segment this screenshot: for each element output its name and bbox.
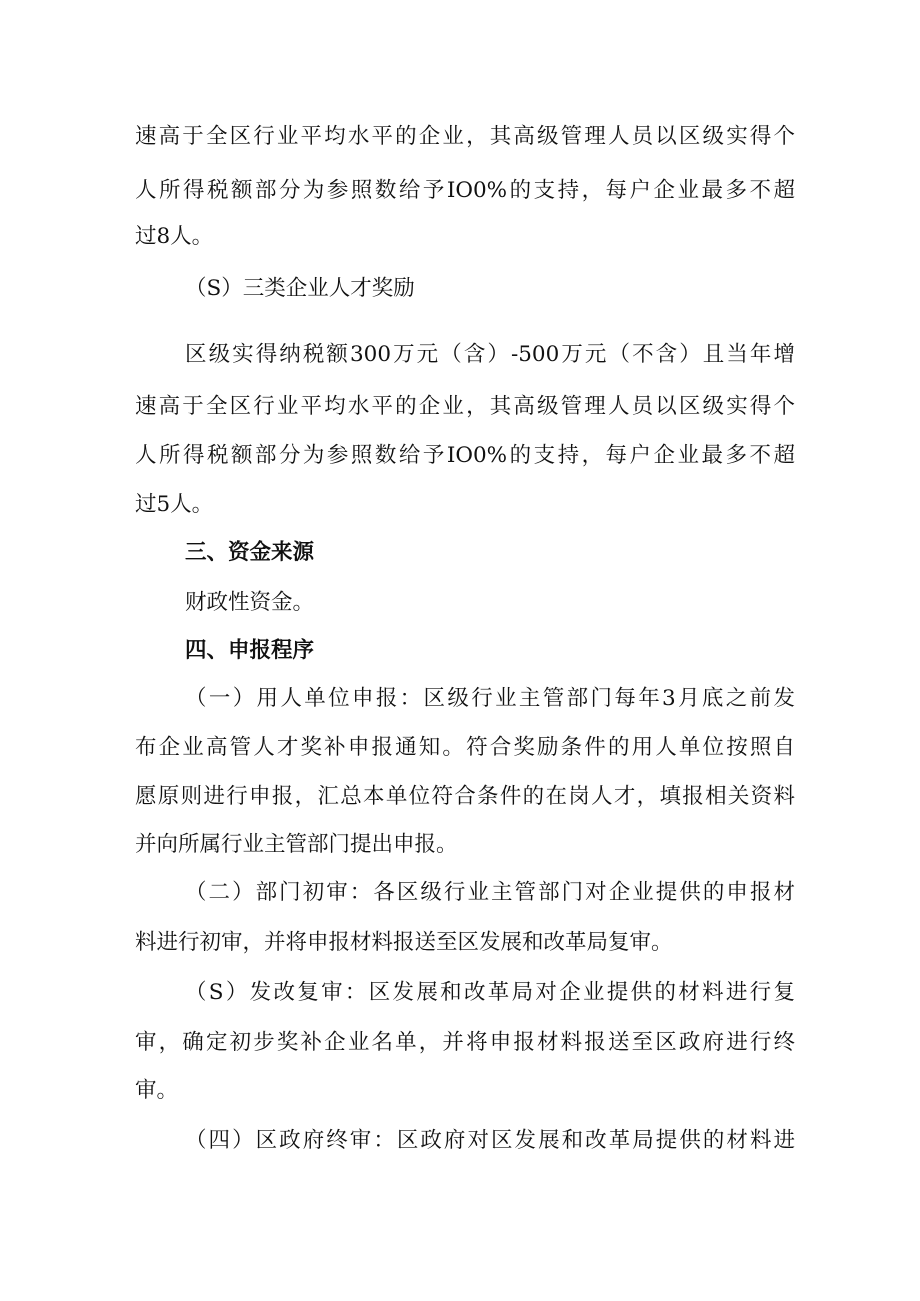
body-text-line: 过8人。	[135, 224, 214, 249]
body-text-line: 速高于全区行业平均水平的企业，其高级管理人员以区级实得个	[135, 124, 795, 149]
body-text-line: 并向所属行业主管部门提出申报。	[135, 832, 458, 857]
body-text-line: 过5人。	[135, 492, 214, 517]
body-text-line: 速高于全区行业平均水平的企业，其高级管理人员以区级实得个	[135, 394, 795, 419]
body-text-line: 审，确定初步奖补企业名单，并将申报材料报送至区政府进行终	[135, 1030, 795, 1055]
body-text-line: 料进行初审，并将申报材料报送至区发展和改革局复审。	[135, 930, 673, 955]
body-text-line: 布企业高管人才奖补申报通知。符合奖励条件的用人单位按照自	[135, 735, 795, 760]
section-heading: 四、申报程序	[185, 638, 315, 663]
body-text-line: （S）发改复审：区发展和改革局对企业提供的材料进行复	[185, 980, 795, 1005]
body-text-line: （二）部门初审：各区级行业主管部门对企业提供的申报材	[185, 880, 795, 905]
body-text-line: 区级实得纳税额300万元（含）-500万元（不含）且当年增	[185, 342, 795, 367]
section-subheading: （S）三类企业人才奖励	[185, 276, 415, 301]
body-text-line: 审。	[135, 1078, 179, 1103]
body-text-line: （一）用人单位申报：区级行业主管部门每年3月底之前发	[185, 686, 795, 711]
body-text-line: 人所得税额部分为参照数给予IO0%的支持，每户企业最多不超	[135, 443, 795, 468]
body-text-line: 愿原则进行申报，汇总本单位符合条件的在岗人才，填报相关资料	[135, 784, 795, 809]
section-heading: 三、资金来源	[185, 540, 315, 565]
body-text-line: （四）区政府终审：区政府对区发展和改革局提供的材料进	[185, 1128, 795, 1153]
body-text-line: 人所得税额部分为参照数给予IO0%的支持，每户企业最多不超	[135, 178, 795, 203]
body-text-line: 财政性资金。	[185, 590, 315, 615]
